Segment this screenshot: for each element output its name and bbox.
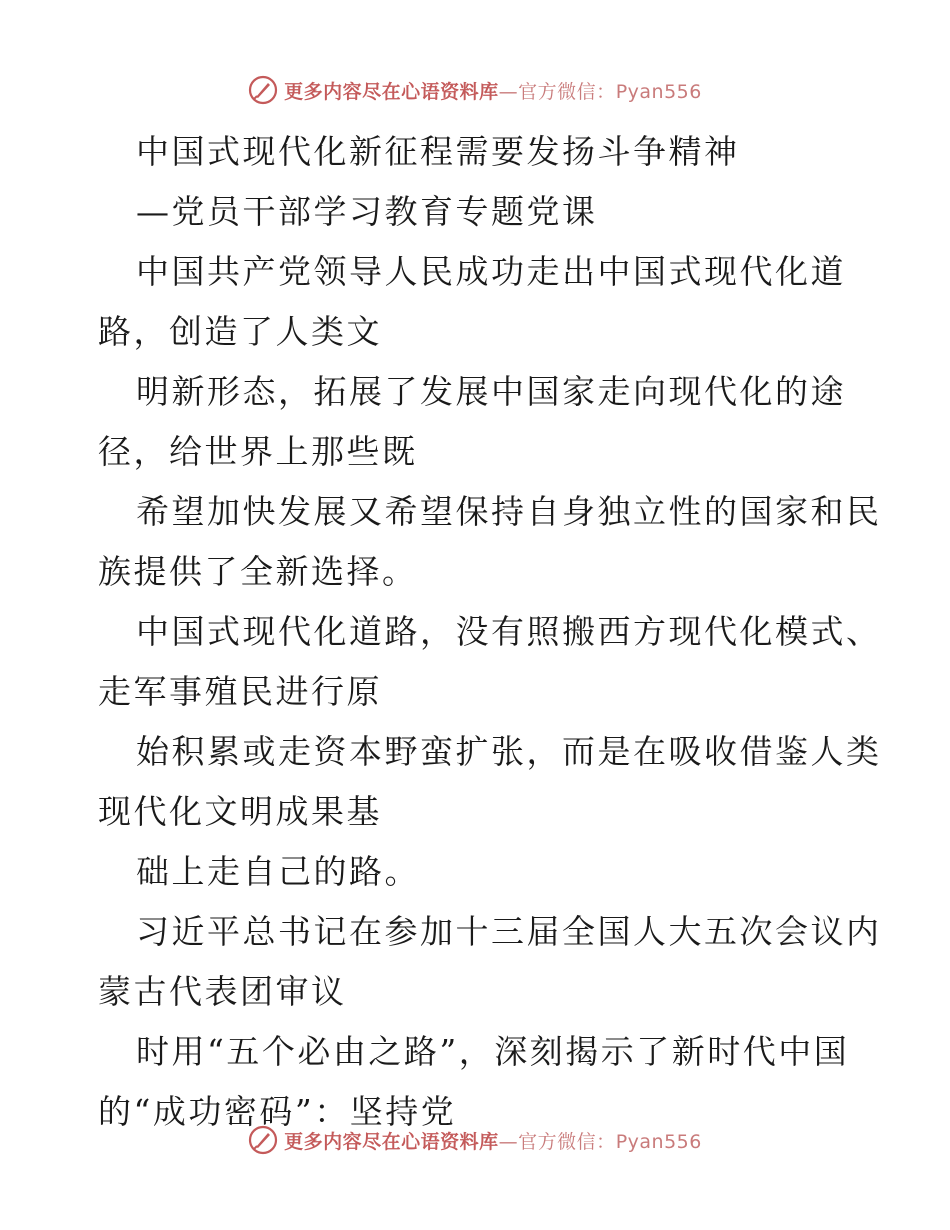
doc-line: 中国共产党领导人民成功走出中国式现代化道	[136, 252, 846, 291]
doc-line: 明新形态，拓展了发展中国家走向现代化的途	[136, 372, 846, 411]
doc-line: 希望加快发展又希望保持自身独立性的国家和民	[136, 492, 882, 531]
doc-line: 族提供了全新选择。	[98, 552, 418, 591]
doc-line: 现代化文明成果基	[98, 792, 382, 831]
watermark-wechat-id: Pyan556	[615, 80, 702, 103]
document-body	[0, 122, 950, 1142]
watermark-site-text: 更多内容尽在心语资料库	[284, 80, 499, 103]
watermark-wechat-label: 官方微信：	[518, 1130, 616, 1153]
doc-line: 础上走自己的路。	[136, 852, 420, 891]
watermark-dash: —	[498, 1130, 519, 1153]
quill-logo-icon	[248, 1125, 278, 1155]
doc-line: 习近平总书记在参加十三届全国人大五次会议内	[136, 912, 882, 951]
watermark-wechat-id: Pyan556	[615, 1130, 702, 1153]
doc-line: 时用“五个必由之路”，深刻揭示了新时代中国	[136, 1032, 850, 1071]
doc-subtitle: —党员干部学习教育专题党课	[136, 192, 598, 231]
doc-line: 中国式现代化道路，没有照搬西方现代化模式、	[136, 612, 882, 651]
watermark-dash: —	[498, 80, 519, 103]
watermark-banner-top	[0, 70, 950, 110]
doc-line: 始积累或走资本野蛮扩张，而是在吸收借鉴人类	[136, 732, 882, 771]
quill-logo-icon	[248, 75, 278, 105]
watermark-site-text: 更多内容尽在心语资料库	[284, 1130, 499, 1153]
doc-title: 中国式现代化新征程需要发扬斗争精神	[136, 132, 740, 171]
doc-line: 路，创造了人类文	[98, 312, 382, 351]
watermark-text	[284, 1127, 702, 1154]
watermark-banner-bottom	[0, 1120, 950, 1160]
watermark-wechat-label: 官方微信：	[518, 80, 616, 103]
watermark-text	[284, 77, 702, 104]
doc-line: 走军事殖民进行原	[98, 672, 382, 711]
doc-line: 的“成功密码”：坚持党	[98, 1092, 457, 1131]
doc-line: 蒙古代表团审议	[98, 972, 347, 1011]
doc-line: 径，给世界上那些既	[98, 432, 418, 471]
